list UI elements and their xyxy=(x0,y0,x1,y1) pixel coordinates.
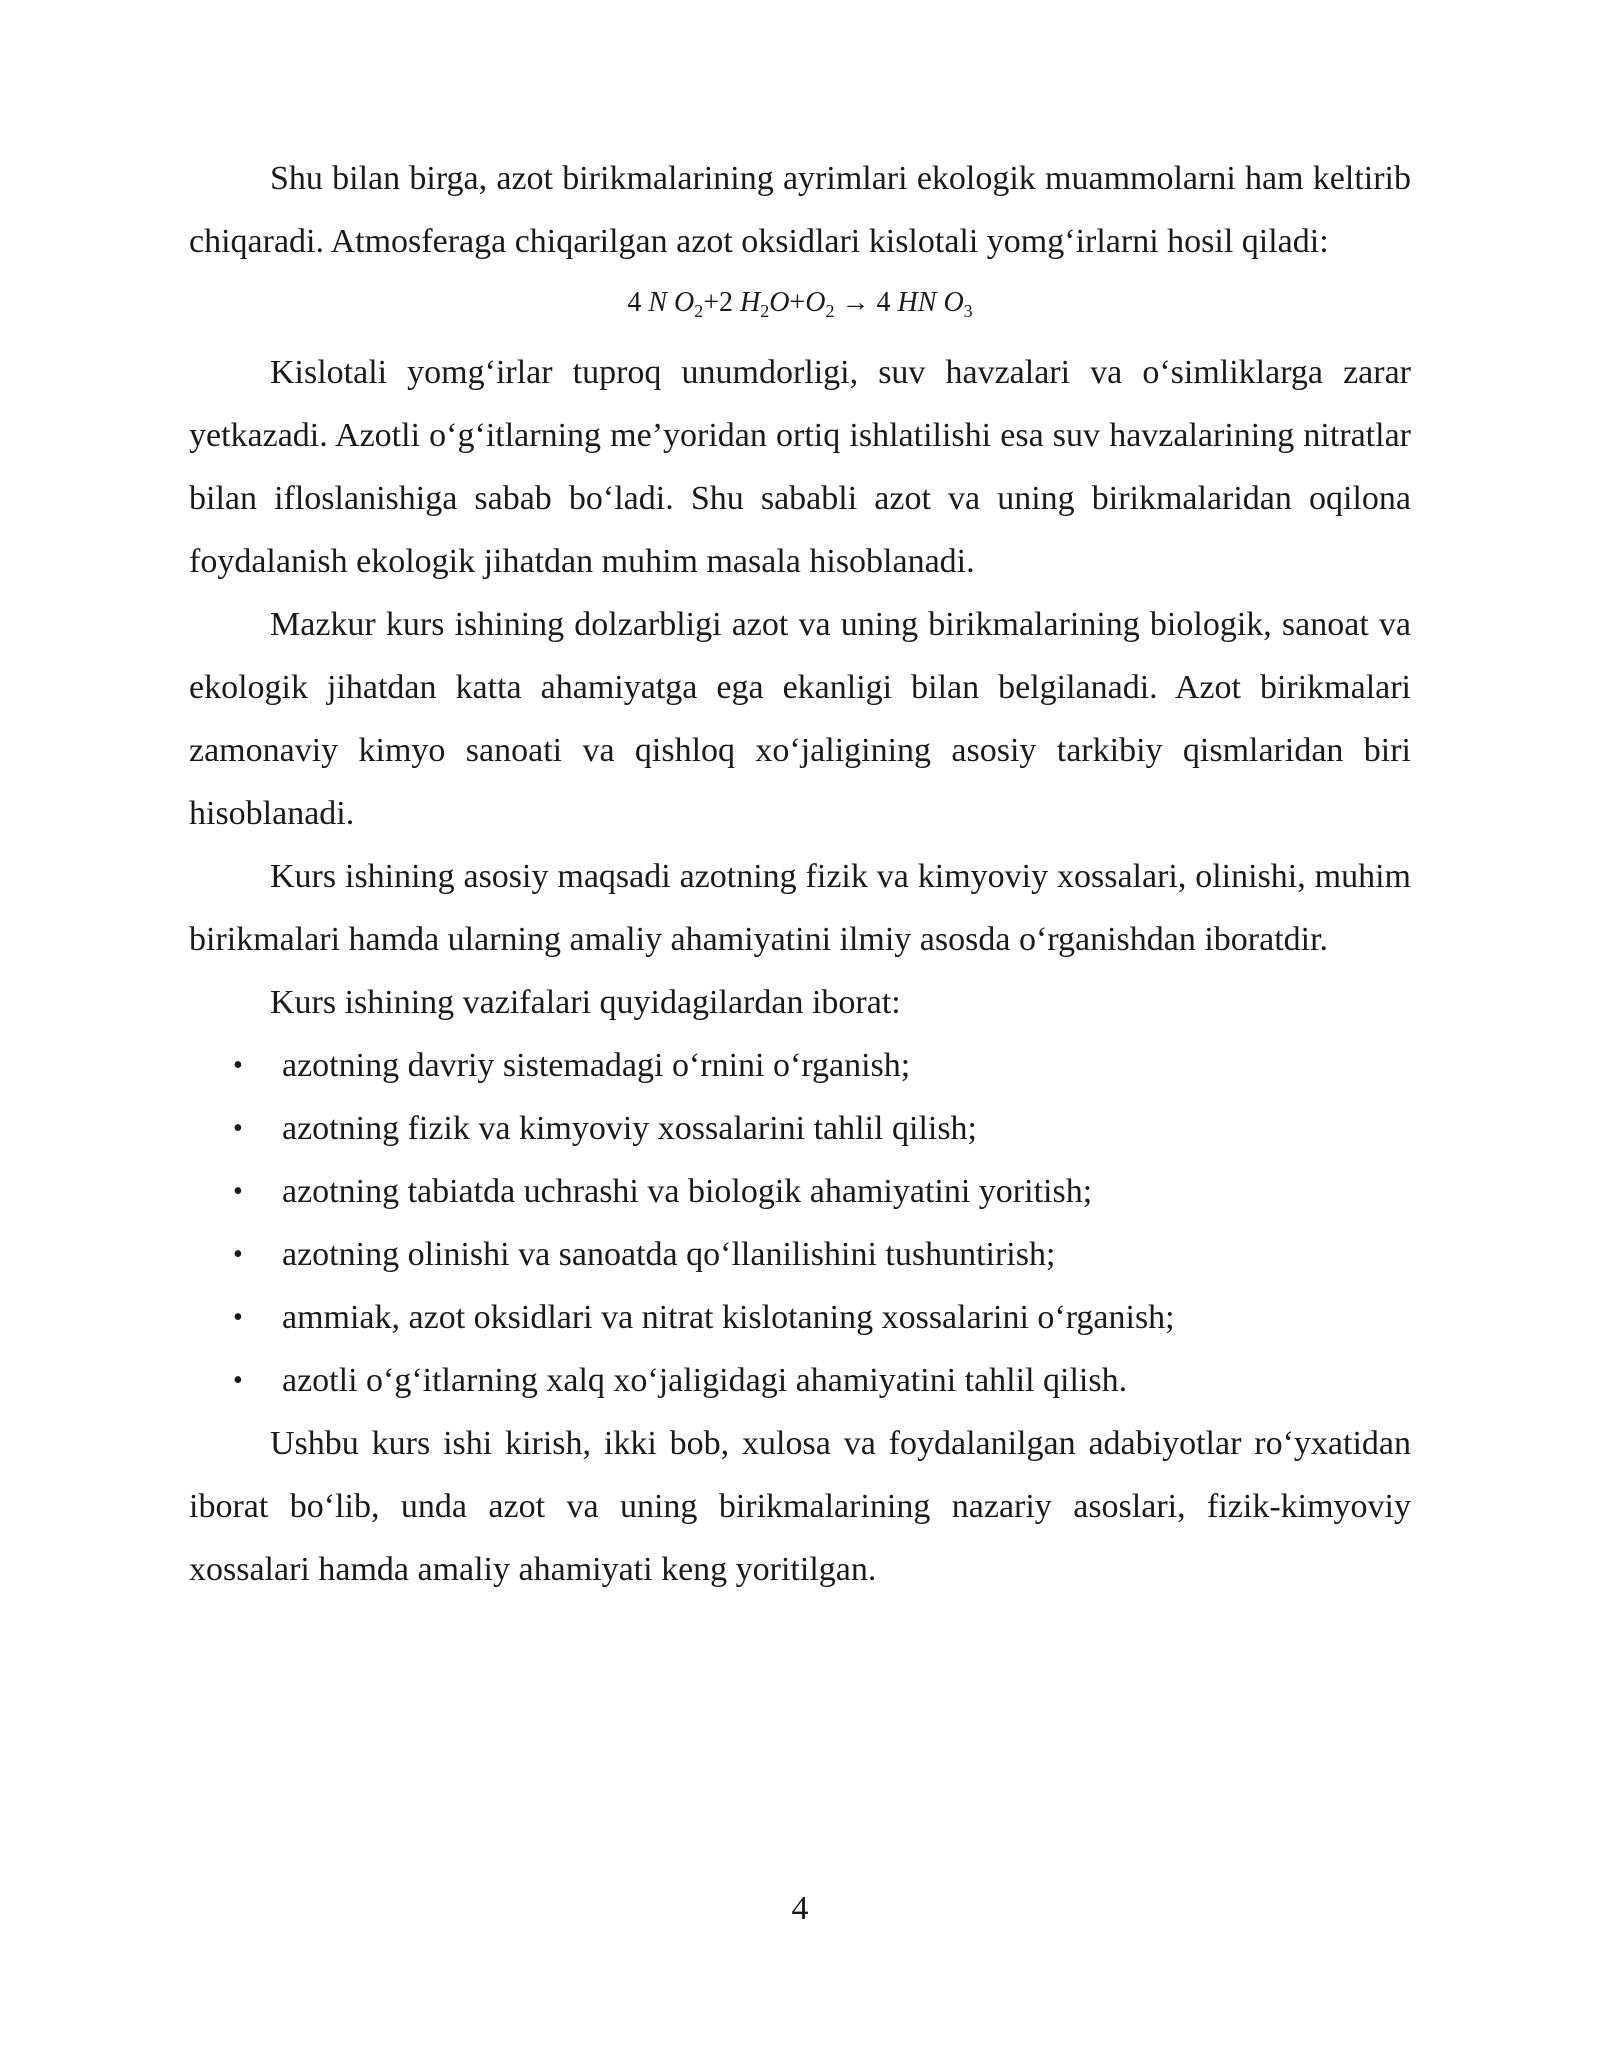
paragraph-goal: Kurs ishining asosiy maqsadi azotning fizik va kimyoviy xossalari, olinishi, muhim birikmalari hamda ularning amaliy ahamiyatini ilmiy asosda o‘rganishdan iboratdir. xyxy=(189,858,1411,958)
paragraph-relevance: Mazkur kurs ishining dolzarbligi azot va uning birikmalarining biologik, sanoat va ekologik jihatdan katta ahamiyatga ega ekanligi bilan belgilanadi. Azot birikmalari zamonaviy kimyo sanoati va qishloq xo‘jaligining asosiy tarkibiy qismlaridan biri hisoblanadi. xyxy=(189,606,1411,832)
list-item: • azotning davriy sistemadagi o‘rnini o‘rganish; xyxy=(189,1034,1411,1097)
list-item: • azotli o‘g‘itlarning xalq xo‘jaligidagi ahamiyatini tahlil qilish. xyxy=(189,1349,1411,1412)
bullet-icon: • xyxy=(233,1050,243,1081)
bullet-icon: • xyxy=(233,1239,243,1270)
list-item: • azotning tabiatda uchrashi va biologik ahamiyatini yoritish; xyxy=(189,1160,1411,1223)
bullet-icon: • xyxy=(233,1176,243,1207)
chemical-equation: 4 N $O_2+2$ $H_2O+O_2 \to 4$ HN $O_3$ xyxy=(627,287,973,321)
paragraph-structure: Ushbu kurs ishi kirish, ikki bob, xulosa va foydalanilgan adabiyotlar ro‘yxatidan iborat bo‘lib, unda azot va uning birikmalarining nazariy asoslari, fizik-kimyoviy xossalari hamda amaliy ahamiyati keng yoritilgan. xyxy=(189,1425,1411,1588)
list-item: • azotning olinishi va sanoatda qo‘llanilishini tushuntirish; xyxy=(189,1223,1411,1286)
tasks-list xyxy=(189,1034,1411,1412)
paragraph-tasks-intro: Kurs ishining vazifalari quyidagilardan iborat: xyxy=(270,984,901,1021)
list-item: • azotning fizik va kimyoviy xossalarini tahlil qilish; xyxy=(189,1097,1411,1160)
page-number: 4 xyxy=(791,1890,809,1927)
bullet-icon: • xyxy=(233,1302,243,1333)
bullet-icon: • xyxy=(233,1365,243,1396)
paragraph-acid-rain-intro: Shu bilan birga, azot birikmalarining ayrimlari ekologik muammolarni ham keltirib chiqaradi. Atmosferaga chiqarilgan azot oksidlari kislotali yomg‘irlarni hosil qiladi: xyxy=(189,160,1411,260)
document-page xyxy=(189,147,1411,1601)
bullet-icon: • xyxy=(233,1113,243,1144)
list-item: • ammiak, azot oksidlari va nitrat kislotaning xossalarini o‘rganish; xyxy=(189,1286,1411,1349)
paragraph-acid-rain-effects: Kislotali yomg‘irlar tuproq unumdorligi, suv havzalari va o‘simliklarga zarar yetkazadi. Azotli o‘g‘itlarning me’yoridan ortiq ishlatilishi esa suv havzalarining nitratlar bilan ifloslanishiga sabab bo‘ladi. Shu sababli azot va uning birikmalaridan oqilona foydalanish ekologik jihatdan muhim masala hisoblanadi. xyxy=(189,354,1411,580)
